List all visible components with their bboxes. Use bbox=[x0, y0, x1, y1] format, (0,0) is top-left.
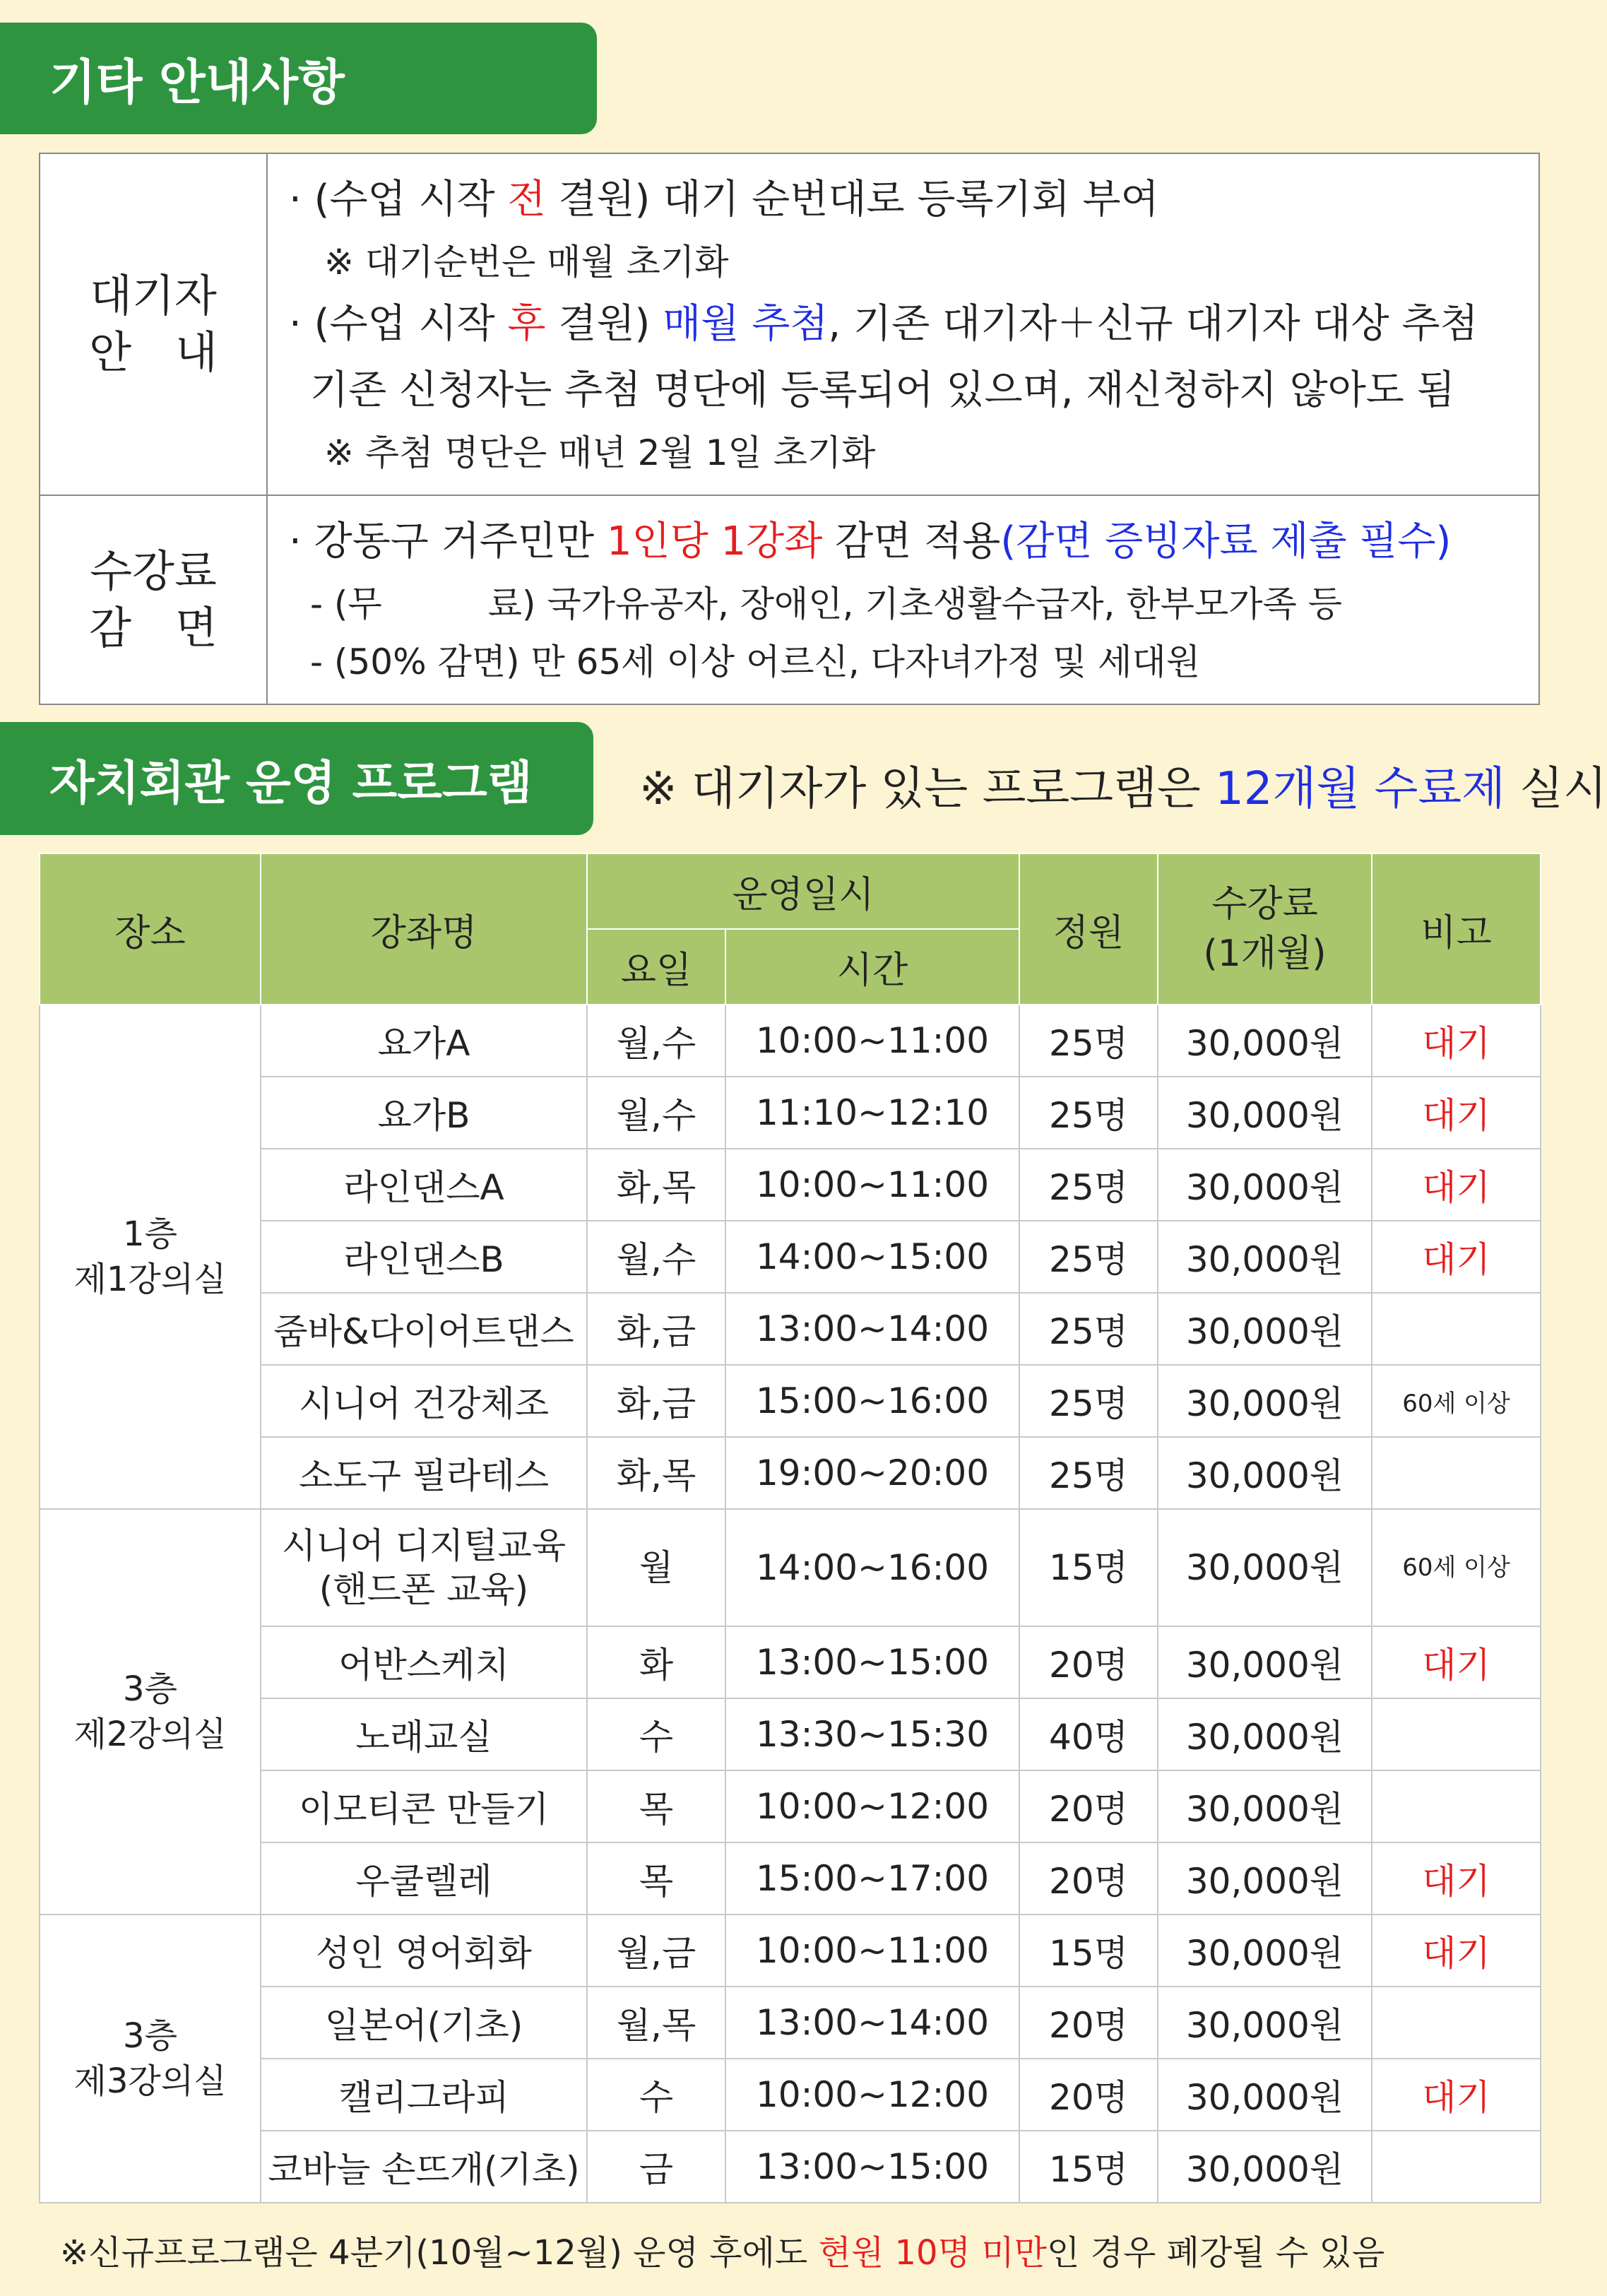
time-cell: 13:00~14:00 bbox=[725, 1293, 1019, 1365]
header-place: 장소 bbox=[40, 853, 261, 1005]
note-cell bbox=[1372, 1987, 1541, 2059]
info-table bbox=[39, 153, 1540, 705]
fee-head: 수강료 감 면 bbox=[40, 495, 267, 704]
capacity-cell: 25명 bbox=[1019, 1293, 1158, 1365]
capacity-cell: 40명 bbox=[1019, 1698, 1158, 1770]
fee-cell: 30,000원 bbox=[1158, 1077, 1372, 1149]
time-cell: 10:00~11:00 bbox=[725, 1149, 1019, 1221]
day-cell: 금 bbox=[587, 2131, 725, 2203]
fee-cell: 30,000원 bbox=[1158, 1509, 1372, 1626]
note-cell: 대기 bbox=[1372, 1842, 1541, 1915]
fee-cell: 30,000원 bbox=[1158, 1842, 1372, 1915]
time-cell: 10:00~11:00 bbox=[725, 1915, 1019, 1987]
course-cell: 노래교실 bbox=[261, 1698, 587, 1770]
course-cell: 성인 영어회화 bbox=[261, 1915, 587, 1987]
note-cell: 대기 bbox=[1372, 2059, 1541, 2131]
place-cell: 3층 제3강의실 bbox=[40, 1915, 261, 2203]
capacity-cell: 15명 bbox=[1019, 1915, 1158, 1987]
fee-line-2: - (무 료) 국가유공자, 장애인, 기초생활수급자, 한부모가족 등 bbox=[310, 584, 1342, 625]
capacity-cell: 15명 bbox=[1019, 1509, 1158, 1626]
capacity-cell: 20명 bbox=[1019, 1770, 1158, 1842]
capacity-cell: 25명 bbox=[1019, 1077, 1158, 1149]
table-row bbox=[40, 1987, 1541, 2059]
day-cell: 화,금 bbox=[587, 1293, 725, 1365]
note-cell bbox=[1372, 2131, 1541, 2203]
note-cell bbox=[1372, 1770, 1541, 1842]
fee-cell: 30,000원 bbox=[1158, 1005, 1372, 1077]
time-cell: 10:00~12:00 bbox=[725, 2059, 1019, 2131]
note-cell: 대기 bbox=[1372, 1915, 1541, 1987]
header-schedule: 운영일시 bbox=[587, 853, 1019, 929]
waiting-row bbox=[40, 153, 1539, 495]
waiting-note: ※ 대기자가 있는 프로그램은 12개월 수료제 실시 bbox=[639, 763, 1607, 815]
course-cell: 라인댄스B bbox=[261, 1221, 587, 1293]
time-cell: 13:00~14:00 bbox=[725, 1987, 1019, 2059]
table-row bbox=[40, 1149, 1541, 1221]
course-cell: 캘리그라피 bbox=[261, 2059, 587, 2131]
capacity-cell: 25명 bbox=[1019, 1437, 1158, 1509]
course-cell: 소도구 필라테스 bbox=[261, 1437, 587, 1509]
note-cell bbox=[1372, 1437, 1541, 1509]
table-row bbox=[40, 1842, 1541, 1915]
capacity-cell: 25명 bbox=[1019, 1149, 1158, 1221]
day-cell: 수 bbox=[587, 2059, 725, 2131]
waiting-body bbox=[267, 153, 1539, 495]
day-cell: 화,목 bbox=[587, 1149, 725, 1221]
table-row bbox=[40, 1509, 1541, 1626]
table-row bbox=[40, 1077, 1541, 1149]
day-cell: 월 bbox=[587, 1509, 725, 1626]
time-cell: 13:00~15:00 bbox=[725, 2131, 1019, 2203]
table-row bbox=[40, 2131, 1541, 2203]
waiting-line-3: · (수업 시작 후 결원) 매월 추첨, 기존 대기자＋신규 대기자 대상 추첨 bbox=[289, 301, 1478, 347]
course-cell: 어반스케치 bbox=[261, 1626, 587, 1698]
table-row bbox=[40, 1626, 1541, 1698]
time-cell: 13:00~15:00 bbox=[725, 1626, 1019, 1698]
header-time: 시간 bbox=[725, 929, 1019, 1005]
fee-cell: 30,000원 bbox=[1158, 2131, 1372, 2203]
course-cell: 시니어 건강체조 bbox=[261, 1365, 587, 1437]
course-cell: 우쿨렐레 bbox=[261, 1842, 587, 1915]
course-cell: 일본어(기초) bbox=[261, 1987, 587, 2059]
fee-line-3: - (50% 감면) 만 65세 이상 어르신, 다자녀가정 및 세대원 bbox=[310, 641, 1201, 682]
waiting-head: 대기자 안 내 bbox=[40, 153, 267, 495]
time-cell: 14:00~15:00 bbox=[725, 1221, 1019, 1293]
time-cell: 11:10~12:10 bbox=[725, 1077, 1019, 1149]
note-cell: 대기 bbox=[1372, 1005, 1541, 1077]
note-cell: 60세 이상 bbox=[1372, 1509, 1541, 1626]
time-cell: 10:00~12:00 bbox=[725, 1770, 1019, 1842]
capacity-cell: 25명 bbox=[1019, 1365, 1158, 1437]
capacity-cell: 25명 bbox=[1019, 1221, 1158, 1293]
course-cell: 줌바&다이어트댄스 bbox=[261, 1293, 587, 1365]
note-cell: 대기 bbox=[1372, 1077, 1541, 1149]
header-note: 비고 bbox=[1372, 853, 1541, 1005]
day-cell: 목 bbox=[587, 1770, 725, 1842]
course-cell: 요가A bbox=[261, 1005, 587, 1077]
course-cell: 요가B bbox=[261, 1077, 587, 1149]
day-cell: 월,목 bbox=[587, 1987, 725, 2059]
day-cell: 월,수 bbox=[587, 1077, 725, 1149]
day-cell: 수 bbox=[587, 1698, 725, 1770]
time-cell: 10:00~11:00 bbox=[725, 1005, 1019, 1077]
table-row bbox=[40, 1005, 1541, 1077]
course-cell: 라인댄스A bbox=[261, 1149, 587, 1221]
table-row bbox=[40, 1221, 1541, 1293]
place-cell: 3층 제2강의실 bbox=[40, 1509, 261, 1915]
note-cell bbox=[1372, 1293, 1541, 1365]
day-cell: 화 bbox=[587, 1626, 725, 1698]
table-row bbox=[40, 2059, 1541, 2131]
table-row bbox=[40, 1915, 1541, 1987]
fee-cell: 30,000원 bbox=[1158, 1987, 1372, 2059]
course-cell: 이모티콘 만들기 bbox=[261, 1770, 587, 1842]
waiting-line-1: · (수업 시작 전 결원) 대기 순번대로 등록기회 부여 bbox=[289, 177, 1159, 223]
note-cell bbox=[1372, 1698, 1541, 1770]
day-cell: 월,수 bbox=[587, 1005, 725, 1077]
fee-cell: 30,000원 bbox=[1158, 1626, 1372, 1698]
table-row bbox=[40, 1365, 1541, 1437]
note-cell: 대기 bbox=[1372, 1149, 1541, 1221]
program-table bbox=[39, 853, 1541, 2203]
fee-cell: 30,000원 bbox=[1158, 1698, 1372, 1770]
capacity-cell: 20명 bbox=[1019, 1842, 1158, 1915]
header-capacity: 정원 bbox=[1019, 853, 1158, 1005]
course-cell: 코바늘 손뜨개(기초) bbox=[261, 2131, 587, 2203]
section-title-programs: 자치회관 운영 프로그램 bbox=[0, 722, 593, 835]
time-cell: 15:00~16:00 bbox=[725, 1365, 1019, 1437]
fee-cell: 30,000원 bbox=[1158, 1770, 1372, 1842]
capacity-cell: 20명 bbox=[1019, 1987, 1158, 2059]
day-cell: 월,금 bbox=[587, 1915, 725, 1987]
fee-cell: 30,000원 bbox=[1158, 1365, 1372, 1437]
time-cell: 19:00~20:00 bbox=[725, 1437, 1019, 1509]
waiting-line-2: ※ 대기순번은 매월 초기화 bbox=[324, 242, 729, 283]
table-row bbox=[40, 1770, 1541, 1842]
capacity-cell: 25명 bbox=[1019, 1005, 1158, 1077]
capacity-cell: 15명 bbox=[1019, 2131, 1158, 2203]
table-row bbox=[40, 1698, 1541, 1770]
time-cell: 13:30~15:30 bbox=[725, 1698, 1019, 1770]
fee-body bbox=[267, 495, 1539, 704]
waiting-line-4: 기존 신청자는 추첨 명단에 등록되어 있으며, 재신청하지 않아도 됨 bbox=[310, 367, 1455, 413]
fee-cell: 30,000원 bbox=[1158, 1915, 1372, 1987]
table-row bbox=[40, 1293, 1541, 1365]
closing-note: ※신규프로그램은 4분기(10월~12월) 운영 후에도 현원 10명 미만인 경우 폐강될 수 있음 bbox=[60, 2233, 1385, 2273]
header-course: 강좌명 bbox=[261, 853, 587, 1005]
note-cell: 대기 bbox=[1372, 1221, 1541, 1293]
day-cell: 화,금 bbox=[587, 1365, 725, 1437]
day-cell: 화,목 bbox=[587, 1437, 725, 1509]
table-row bbox=[40, 1437, 1541, 1509]
fee-line-1: · 강동구 거주민만 1인당 1강좌 감면 적용(감면 증빙자료 제출 필수) bbox=[289, 519, 1452, 564]
header-fee: 수강료 (1개월) bbox=[1158, 853, 1372, 1005]
note-cell: 60세 이상 bbox=[1372, 1365, 1541, 1437]
fee-cell: 30,000원 bbox=[1158, 1221, 1372, 1293]
fee-cell: 30,000원 bbox=[1158, 1149, 1372, 1221]
time-cell: 14:00~16:00 bbox=[725, 1509, 1019, 1626]
day-cell: 목 bbox=[587, 1842, 725, 1915]
time-cell: 15:00~17:00 bbox=[725, 1842, 1019, 1915]
place-cell: 1층 제1강의실 bbox=[40, 1005, 261, 1509]
fee-cell: 30,000원 bbox=[1158, 1437, 1372, 1509]
capacity-cell: 20명 bbox=[1019, 2059, 1158, 2131]
header-day: 요일 bbox=[587, 929, 725, 1005]
course-cell: 시니어 디지털교육 (핸드폰 교육) bbox=[261, 1509, 587, 1626]
note-cell: 대기 bbox=[1372, 1626, 1541, 1698]
section-title-other-info: 기타 안내사항 bbox=[0, 23, 597, 134]
fee-cell: 30,000원 bbox=[1158, 1293, 1372, 1365]
fee-cell: 30,000원 bbox=[1158, 2059, 1372, 2131]
day-cell: 월,수 bbox=[587, 1221, 725, 1293]
capacity-cell: 20명 bbox=[1019, 1626, 1158, 1698]
fee-row bbox=[40, 495, 1539, 704]
waiting-line-5: ※ 추첨 명단은 매년 2월 1일 초기화 bbox=[324, 432, 876, 473]
